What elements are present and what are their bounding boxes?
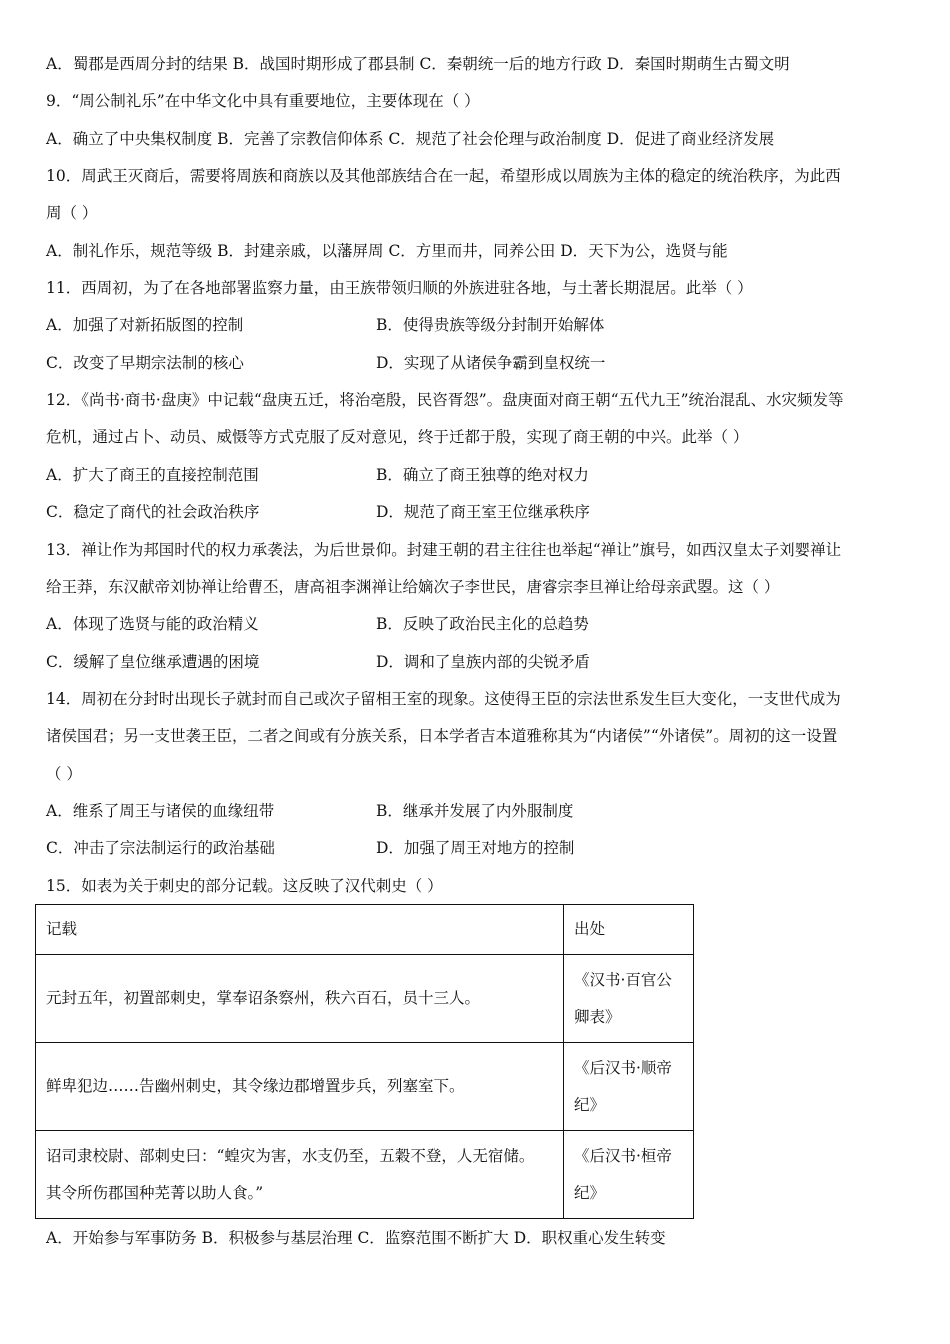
q12-stem-line2: 危机，通过占卜、动员、威慑等方式克服了反对意见，终于迁都于殷，实现了商王朝的中兴。此举（ ）	[46, 428, 749, 446]
q12-option-c: C．稳定了商代的社会政治秩序	[46, 503, 260, 521]
q14-stem-line3: （ ）	[46, 765, 82, 783]
source-text-line2: 卿表》	[574, 1007, 621, 1026]
q14-stem-line2: 诸侯国君；另一支世袭王臣，二者之间或有分族关系，日本学者吉本道雅称其为“内诸侯”“外诸侯”。周初的这一设置	[46, 727, 838, 745]
q12-option-d: D．规范了商王室王位继承秩序	[376, 503, 590, 521]
q10-stem-line2: 周（ ）	[46, 204, 98, 222]
record-text-line1: 诏司隶校尉、部刺史曰：“蝗灾为害，水支仍至，五穀不登，人无宿储。	[46, 1146, 535, 1165]
table-row	[36, 955, 694, 1043]
q14-option-b: B．继承并发展了内外服制度	[376, 802, 574, 820]
q12-option-b: B．确立了商王独尊的绝对权力	[376, 466, 589, 484]
source-text-line2: 纪》	[574, 1183, 606, 1202]
q11-stem: 11．西周初，为了在各地部署监察力量，由王族带领归顺的外族进驻各地，与土著长期混居。此举（ ）	[46, 279, 753, 297]
q15-stem: 15．如表为关于刺史的部分记载。这反映了汉代刺史（ ）	[46, 877, 443, 895]
records-table	[35, 904, 694, 1219]
q13-option-a: A．体现了选贤与能的政治精义	[46, 615, 259, 633]
q9-options: A．确立了中央集权制度 B．完善了宗教信仰体系 C．规范了社会伦理与政治制度 D．促进了商业经济发展	[46, 130, 775, 148]
q10-options: A．制礼作乐，规范等级 B．封建亲戚，以藩屏周 C．方里而井，同养公田 D．天下为公，选贤与能	[46, 242, 728, 260]
q14-option-a: A．维系了周王与诸侯的血缘纽带	[46, 802, 275, 820]
q13-option-b: B．反映了政治民主化的总趋势	[376, 615, 589, 633]
q12-option-a: A．扩大了商王的直接控制范围	[46, 466, 259, 484]
q12-stem-line1: 12．《尚书·商书·盘庚》中记载“盘庚五迁，将治亳殷，民咨胥怨”。盘庚面对商王朝“五代九王”统治混乱、水灾频发等	[46, 391, 844, 409]
q9-stem: 9．“周公制礼乐”在中华文化中具有重要地位，主要体现在（ ）	[46, 92, 480, 110]
q15-options: A．开始参与军事防务 B．积极参与基层治理 C．监察范围不断扩大 D．职权重心发生转变	[46, 1229, 666, 1247]
source-cell	[564, 1043, 694, 1131]
source-text-line2: 纪》	[574, 1095, 606, 1114]
q14-option-c: C．冲击了宗法制运行的政治基础	[46, 839, 275, 857]
record-text-line2: 其令所伤郡国种芜菁以助人食。”	[46, 1183, 264, 1202]
source-text-line1: 《后汉书·顺帝	[574, 1058, 672, 1077]
header-source: 出处	[564, 905, 694, 955]
source-cell	[564, 1131, 694, 1219]
record-cell	[36, 955, 564, 1043]
q13-option-d: D．调和了皇族内部的尖锐矛盾	[376, 653, 590, 671]
table-row	[36, 1131, 694, 1219]
q14-stem-line1: 14．周初在分封时出现长子就封而自己或次子留相王室的现象。这使得王臣的宗法世系发生巨大变化，一支世代成为	[46, 690, 841, 708]
table-row	[36, 1043, 694, 1131]
record-cell	[36, 1131, 564, 1219]
source-text-line1: 《后汉书·桓帝	[574, 1146, 672, 1165]
source-cell	[564, 955, 694, 1043]
record-text: 元封五年，初置部刺史，掌奉诏条察州，秩六百石，员十三人。	[46, 989, 481, 1007]
source-text-line1: 《汉书·百官公	[574, 970, 672, 989]
q14-option-d: D．加强了周王对地方的控制	[376, 839, 575, 857]
q10-stem-line1: 10．周武王灭商后，需要将周族和商族以及其他部族结合在一起，希望形成以周族为主体的稳定的统治秩序，为此西	[46, 167, 841, 185]
q11-option-c: C．改变了早期宗法制的核心	[46, 354, 244, 372]
q8-options: A．蜀郡是西周分封的结果 B．战国时期形成了郡县制 C．秦朝统一后的地方行政 D．秦国时期萌生古蜀文明	[46, 55, 790, 73]
record-cell	[36, 1043, 564, 1131]
record-text: 鲜卑犯边……告幽州刺史，其令缘边郡增置步兵，列塞室下。	[46, 1077, 465, 1095]
header-record: 记载	[36, 905, 564, 955]
q11-option-b: B．使得贵族等级分封制开始解体	[376, 316, 605, 334]
table-header-row	[36, 905, 694, 955]
q11-option-a: A．加强了对新拓版图的控制	[46, 316, 244, 334]
q13-option-c: C．缓解了皇位继承遭遇的困境	[46, 653, 260, 671]
q13-stem-line2: 给王莽，东汉献帝刘协禅让给曹丕，唐高祖李渊禅让给嫡次子李世民，唐睿宗李旦禅让给母亲武曌。这（ ）	[46, 578, 780, 596]
q11-option-d: D．实现了从诸侯争霸到皇权统一	[376, 354, 606, 372]
q13-stem-line1: 13．禅让作为邦国时代的权力承袭法，为后世景仰。封建王朝的君主往往也举起“禅让”旗号，如西汉皇太子刘婴禅让	[46, 541, 842, 559]
